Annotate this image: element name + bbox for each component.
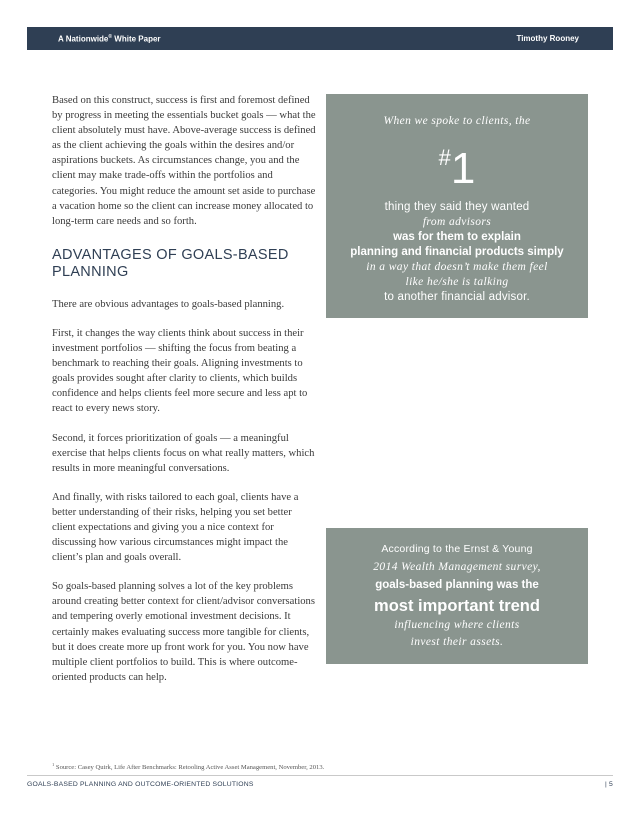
footnote-mark: 1 — [52, 762, 55, 767]
callout-highlight: most important trend — [374, 597, 540, 615]
paragraph-conclusion: So goals-based planning solves a lot of the key problems around creating better context for client/advisor conversations and tempering overly emotional investment decisions. It certainly makes evaluating success more tangible for clients, but it does create more up front work for you. You now have multiple client portfolios to build. This is where outcome-oriented products can help. — [52, 581, 315, 683]
callout-line: in a way that doesn’t make them feel — [366, 261, 548, 273]
paragraph-finally: And finally, with risks tailored to each goal, clients have a better understanding of their risks, helping you set better client expectations and giving you a nice context for discussing how various circumstances might impact the client’s plan and goals overall. — [52, 491, 299, 564]
paragraph-first: First, it changes the way clients think about success in their investment portfolios — shifting the focus from beating a benchmark to reaching their goals. Aligning investments to goals provides sought after clarity to clients, which builds confidence and helps clients feel more secure and less apt to react to every news story. — [52, 327, 308, 415]
callout-line: influencing where clients — [394, 619, 520, 631]
callout-line: was for them to explain — [393, 231, 521, 243]
callout-line: 2014 Wealth Management survey, — [373, 561, 541, 573]
callout-line: planning and financial products simply — [350, 246, 564, 258]
hash-mark: # — [438, 145, 451, 170]
rank-number: 1 — [450, 144, 476, 193]
page-header — [27, 27, 613, 50]
number-one-figure — [326, 133, 588, 194]
paragraph-second: Second, it forces prioritization of goals — a meaningful exercise that helps clients focus on what really matters, which results in more meaningful conversations. — [52, 432, 315, 474]
paragraph-advantages: There are obvious advantages to goals-based planning. — [52, 298, 285, 310]
header-author: Timothy Rooney — [516, 34, 579, 43]
page-number: | 5 — [604, 781, 613, 788]
pull-quote-survey — [326, 528, 588, 664]
section-heading: ADVANTAGES OF GOALS-BASED PLANNING — [52, 246, 289, 280]
footer-divider — [27, 775, 613, 776]
page-footer — [27, 781, 613, 788]
registered-mark: ® — [108, 33, 113, 40]
callout-line: thing they said they wanted — [384, 201, 530, 213]
pull-quote-clients — [326, 94, 588, 318]
callout-line: to another financial advisor. — [384, 291, 530, 303]
callout-line: When we spoke to clients, the — [383, 115, 531, 127]
callout-line: like he/she is talking — [405, 276, 509, 288]
footer-title: GOALS-BASED PLANNING AND OUTCOME-ORIENTED SOLUTIONS — [27, 781, 254, 788]
main-column — [52, 93, 317, 699]
callout-line: According to the Ernst & Young — [381, 543, 533, 555]
footnote-text: Source: Casey Quirk, Life After Benchmarks: Retooling Active Asset Management, November, 2013. — [54, 764, 325, 772]
intro-paragraph: Based on this construct, success is first and foremost defined by progress in meeting the essentials bucket goals — what the client absolutely must have. Above-average success is defined as the client achieving the goals within the desires and/or aspirations buckets. As circumstances change, you and the client may make trade-offs within the portfolios and categories. You might reduce the amount set aside to purchase a vacation home so the client can increase money allocated to long-term care needs and so forth. — [52, 95, 316, 227]
footnote — [52, 762, 324, 771]
callout-line: from advisors — [422, 216, 492, 228]
callout-line: invest their assets. — [410, 636, 504, 648]
header-publication: A Nationwide® White Paper — [58, 33, 161, 44]
callout-line: goals-based planning was the — [375, 579, 539, 591]
